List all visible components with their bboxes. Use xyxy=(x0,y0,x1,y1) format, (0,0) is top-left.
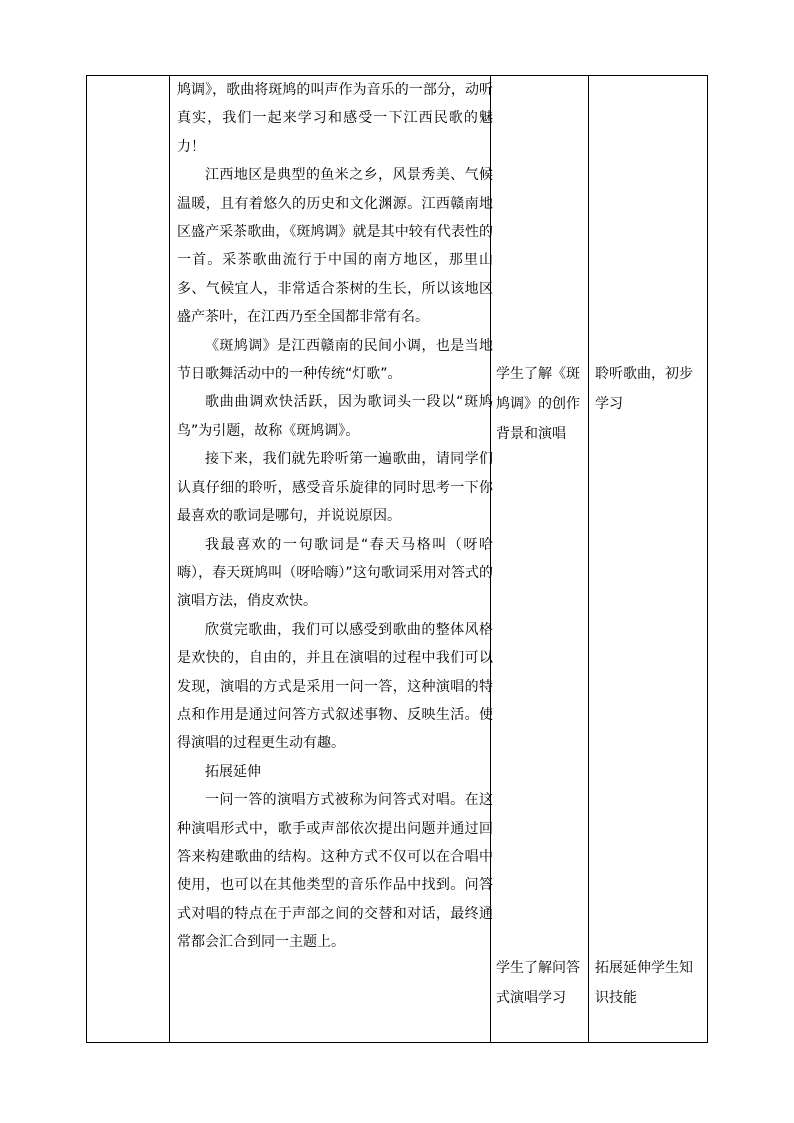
content-paragraph: 江西地区是典型的鱼米之乡，风景秀美、气候温暖，且有着悠久的历史和文化渊源。江西赣南地区盛产采茶歌曲，《斑鸠调》就是其中较有代表性的一首。采茶歌曲流行于中国的南方地区，那里山多、气候宜人，非常适合茶树的生长，所以该地区盛产茶叶，在江西乃至全国都非常有名。 xyxy=(177,167,493,326)
content-paragraph: 我最喜欢的一句歌词是“春天马格叫（呀哈嗨），春天斑鸠叫（呀哈嗨）”这句歌词采用对答式的演唱方法，俏皮欢快。 xyxy=(177,536,493,610)
content-paragraph: 歌曲曲调欢快活跃，因为歌词头一段以“斑鸠鸟”为引题，故称《斑鸠调》。 xyxy=(177,394,493,439)
content-paragraph: 欣赏完歌曲，我们可以感受到歌曲的整体风格是欢快的，自由的，并且在演唱的过程中我们可以发现，演唱的方式是采用一问一答，这种演唱的特点和作用是通过问答方式叙述事物、反映生活。使得演唱的过程更生动有趣。 xyxy=(177,621,493,752)
column-divider xyxy=(169,76,170,1042)
content-paragraph: 接下来，我们就先聆听第一遍歌曲，请同学们认真仔细的聆听，感受音乐旋律的同时思考一下你最喜欢的歌词是哪句，并说说原因。 xyxy=(177,451,493,525)
teaching-content-cell xyxy=(172,76,499,957)
content-paragraph: 《斑鸠调》是江西赣南的民间小调，也是当地节日歌舞活动中的一种传统“灯歌”。 xyxy=(177,337,493,383)
content-paragraph: 一问一答的演唱方式被称为问答式对唱。在这种演唱形式中，歌手或声部依次提出问题并通过回答来构建歌曲的结构。这种方式不仅可以在合唱中使用，也可以在其他类型的音乐作品中找到。问答式对唱的特点在于声部之间的交替和对话，最终通常都会汇合到同一主题上。 xyxy=(177,792,493,951)
column-divider xyxy=(588,76,589,1042)
section-heading: 拓展延伸 xyxy=(205,763,261,780)
design-intent-2: 拓展延伸学生知识技能 xyxy=(595,960,693,1006)
lesson-table xyxy=(86,75,708,1043)
student-activity-2: 学生了解问答式演唱学习 xyxy=(496,960,580,1006)
design-intent-1: 聆听歌曲，初步学习 xyxy=(595,366,693,412)
content-paragraph: 鸠调》，歌曲将斑鸠的叫声作为音乐的一部分，动听真实，我们一起来学习和感受一下江西民歌的魅力！ xyxy=(177,82,493,155)
student-activity-1: 学生了解《斑鸠调》的创作背景和演唱 xyxy=(496,366,580,442)
